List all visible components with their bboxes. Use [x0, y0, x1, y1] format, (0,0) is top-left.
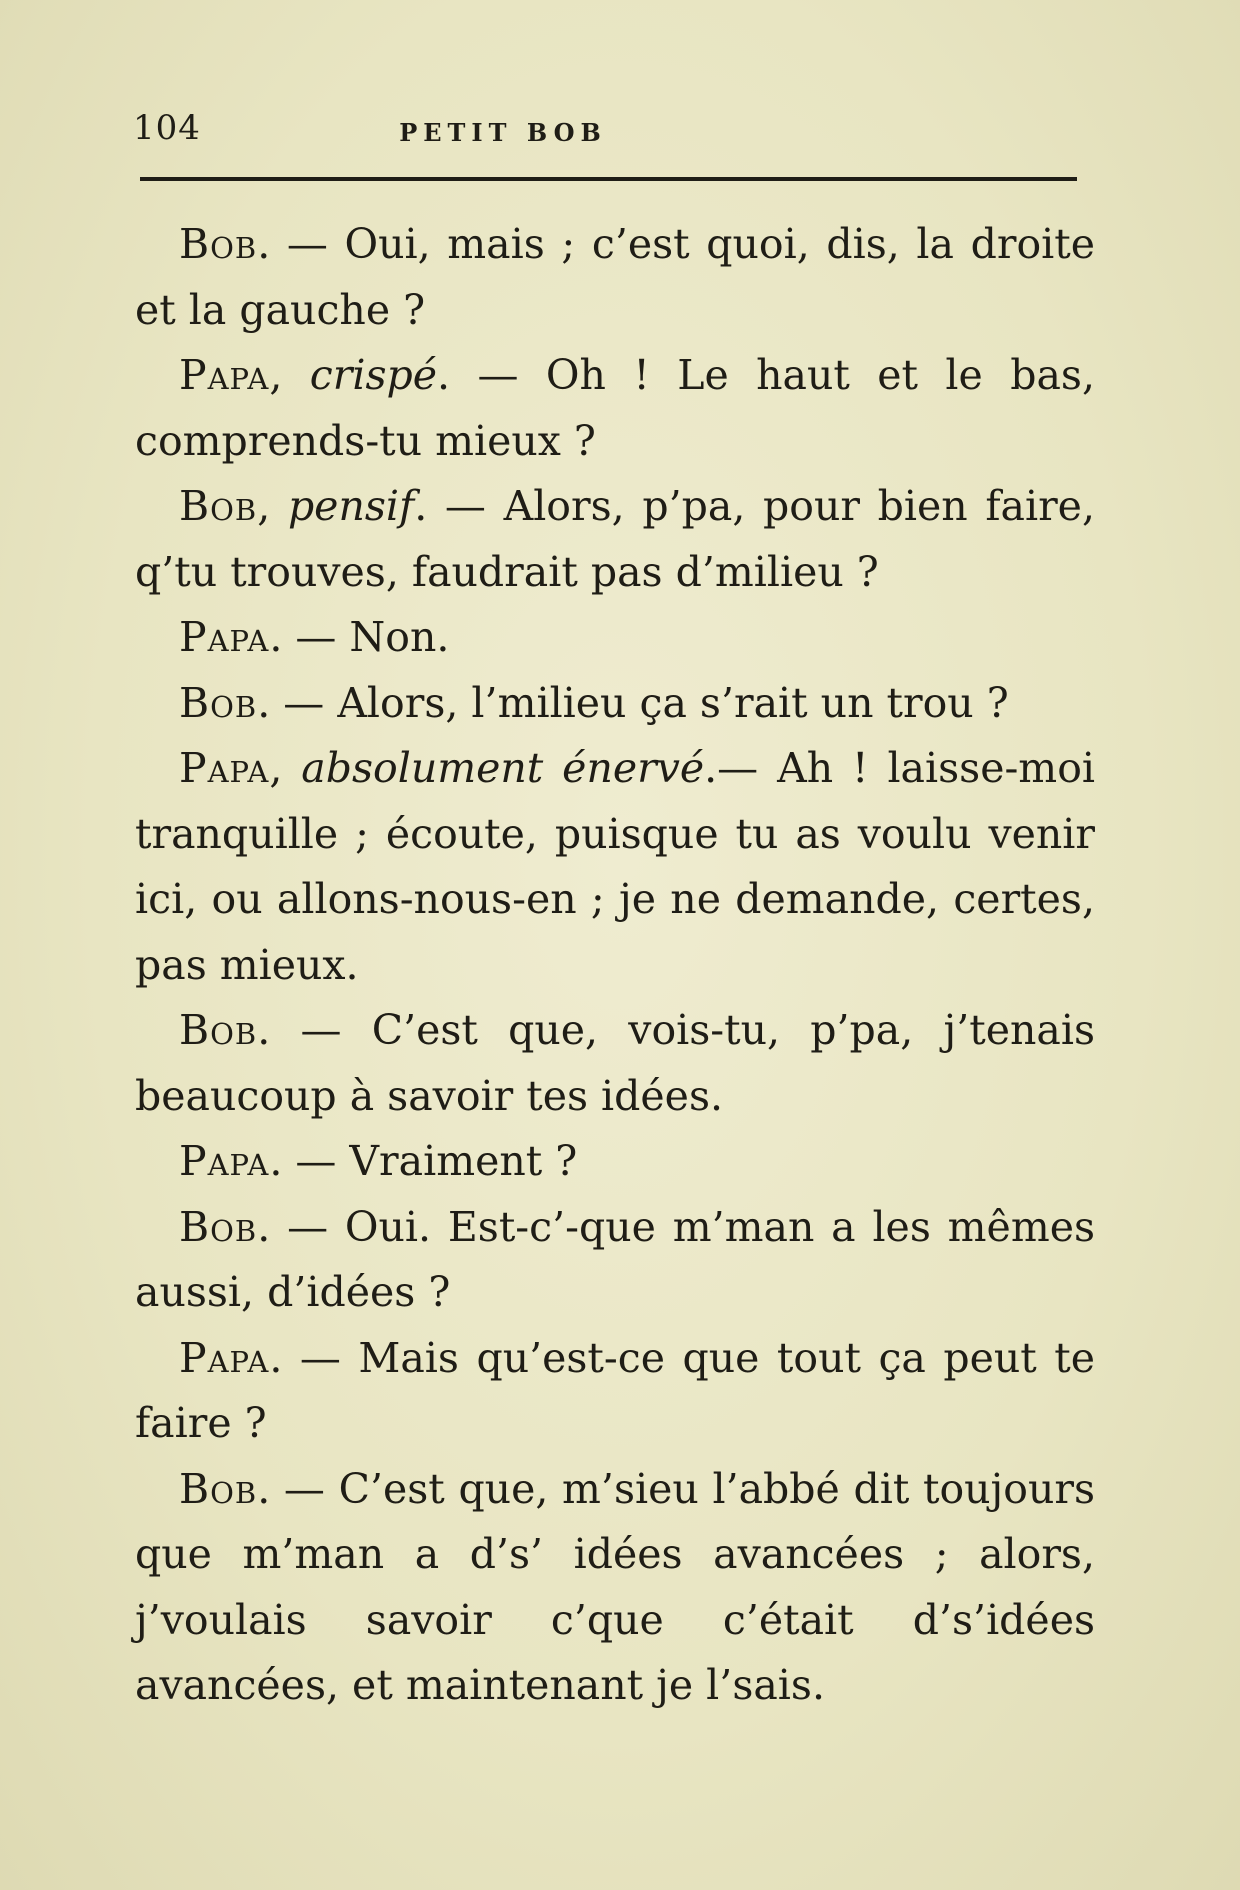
speaker-name: Papa	[179, 744, 270, 792]
dialogue-paragraph	[135, 998, 1095, 1129]
speaker-name: Bob	[179, 482, 258, 530]
page-number: 104	[133, 108, 201, 148]
dialogue-paragraph: Papa, absolument énervé.— Ah ! laisse-moi tranquille ; écoute, puisque tu as voulu venir ici, ou allons-nous-en ; je ne demande, certes, pas mieux.	[135, 744, 1095, 989]
book-title: PETIT BOB	[399, 118, 607, 147]
dialogue-paragraph: Bob, pensif. — Alors, p’pa, pour bien faire, q’tu trouves, faudrait pas d’milieu ?	[135, 482, 1095, 596]
speaker-name: Bob	[179, 220, 258, 268]
dialogue-line: . — C’est que, m’sieu l’abbé dit toujours que m’man a d’s’ idées avancées ; alors, j’voulais savoir c’que c’était d’s’idées avancées, et maintenant je l’sais.	[135, 1464, 1095, 1709]
speaker-name: Papa	[179, 351, 270, 399]
speaker-name: Bob	[179, 1202, 258, 1251]
dialogue-paragraph	[135, 1129, 1095, 1195]
dialogue-line: . — Oh ! Le haut et le bas, comprends-tu mieux ?	[135, 351, 1095, 465]
header-rule	[140, 177, 1077, 181]
dialogue-paragraph	[135, 1326, 1095, 1457]
stage-direction: pensif	[287, 482, 415, 530]
stage-direction: crispé	[309, 351, 438, 399]
dialogue-line: . — Vraiment ?	[269, 1137, 578, 1185]
running-head	[133, 108, 1077, 158]
dialogue-paragraph	[135, 671, 1095, 737]
speaker-name: Bob	[179, 1464, 258, 1513]
dialogue-text	[135, 212, 1095, 1719]
dialogue-line: . — Alors, l’milieu ça s’rait un trou ?	[257, 678, 1009, 727]
dialogue-line: . — C’est que, vois-tu, p’pa, j’tenais beaucoup à savoir tes idées.	[135, 1006, 1095, 1120]
dialogue-line: . — Oui, mais ; c’est quoi, dis, la droite et la gauche ?	[135, 220, 1095, 334]
speaker-name: Papa	[179, 613, 270, 661]
dialogue-paragraph	[135, 1195, 1095, 1326]
dialogue-paragraph	[135, 212, 1095, 343]
dialogue-line: . — Oui. Est-c’-que m’man a les mêmes aussi, d’idées ?	[135, 1202, 1095, 1316]
dialogue-paragraph	[135, 1457, 1095, 1719]
dialogue-line: . — Non.	[269, 613, 450, 661]
dialogue-line: . — Alors, p’pa, pour bien faire, q’tu trouves, faudrait pas d’milieu ?	[135, 482, 1095, 596]
dialogue-paragraph: Papa, crispé. — Oh ! Le haut et le bas, comprends-tu mieux ?	[135, 351, 1095, 465]
speaker-name: Papa	[179, 1333, 270, 1382]
speaker-name: Bob	[179, 678, 258, 727]
dialogue-paragraph	[135, 605, 1095, 671]
dialogue-line: .— Ah ! laisse-moi tranquille ; écoute, puisque tu as voulu venir ici, ou allons-nous-en ; je ne demande, certes, pas mieux.	[135, 744, 1095, 989]
speaker-name: Papa	[179, 1137, 270, 1185]
dialogue-line: . — Mais qu’est-ce que tout ça peut te faire ?	[135, 1333, 1095, 1447]
stage-direction: absolument énervé	[301, 744, 705, 792]
speaker-name: Bob	[179, 1006, 258, 1054]
